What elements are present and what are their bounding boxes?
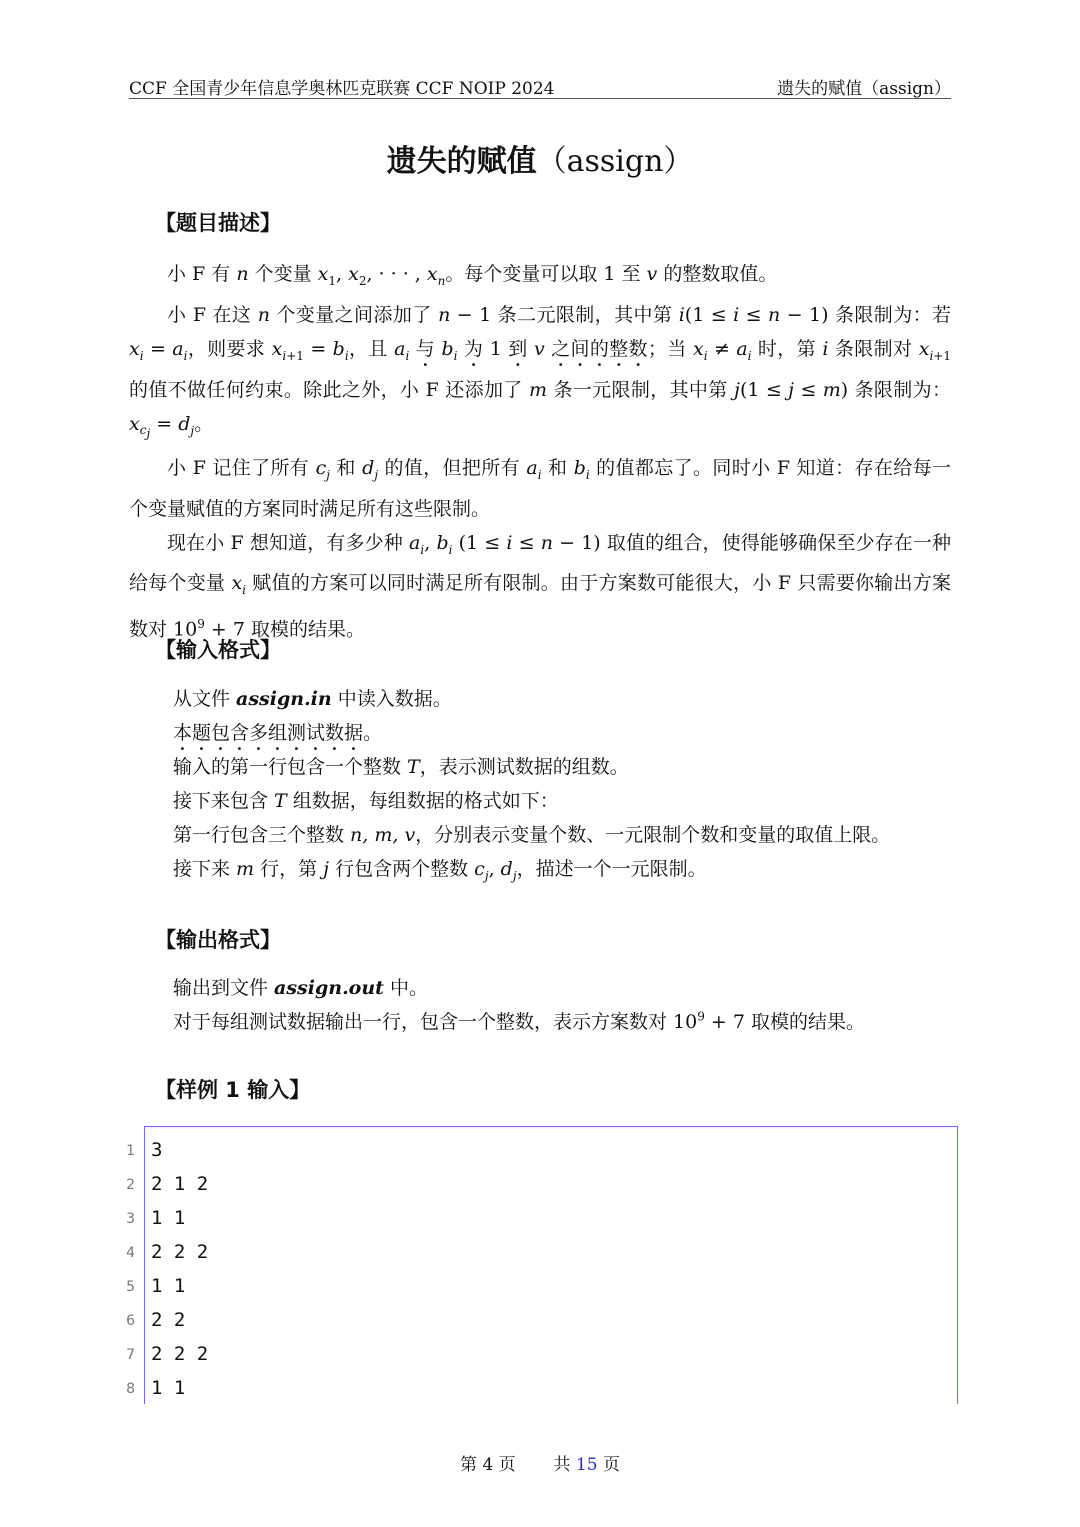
input-file-line: 从文件 assign.in 中读入数据。 xyxy=(173,688,452,710)
page-footer: 第 4 页 共 15 页 xyxy=(460,1455,620,1475)
line-number: 4 xyxy=(126,1245,135,1261)
desc-para-1: 小 F 有 n 个变量 $x_1$, $x_2$, · · · , $x_n$。每个变量可以取 1 至 v 的整数取值。 xyxy=(167,263,778,288)
code-text: 2 2 2 xyxy=(151,1241,209,1263)
input-line-3: 输入的第一行包含一个整数 T，表示测试数据的组数。 xyxy=(173,756,629,778)
section-output-format: 【输出格式】 xyxy=(155,928,281,952)
page-header xyxy=(129,70,951,99)
input-line-4: 接下来包含 T 组数据，每组数据的格式如下： xyxy=(173,790,559,812)
code-text: 1 1 xyxy=(151,1207,186,1229)
code-line xyxy=(126,1373,957,1407)
title-cn: 遗失的赋值 xyxy=(386,144,537,179)
section-description: 【题目描述】 xyxy=(155,211,281,235)
line-number: 2 xyxy=(126,1177,135,1193)
header-contest-name: CCF 全国青少年信息学奥林匹克联赛 CCF NOIP 2024 xyxy=(129,79,555,99)
code-line xyxy=(126,1203,957,1237)
code-line xyxy=(126,1237,957,1271)
code-text: 2 2 xyxy=(151,1309,186,1331)
header-problem-name: 遗失的赋值（assign） xyxy=(777,79,951,99)
code-line xyxy=(126,1135,957,1169)
sample-input-box xyxy=(126,1126,958,1404)
line-number: 8 xyxy=(126,1381,135,1397)
line-number: 5 xyxy=(126,1279,135,1295)
section-input-format: 【输入格式】 xyxy=(155,638,281,662)
output-line-2: 对于每组测试数据输出一行，包含一个整数，表示方案数对 $10^9 + 7$ 取模的结果。 xyxy=(173,1009,865,1033)
code-line xyxy=(126,1305,957,1339)
code-text: 1 1 xyxy=(151,1377,186,1399)
line-number: 7 xyxy=(126,1347,135,1363)
code-text: 3 xyxy=(151,1139,163,1161)
problem-title xyxy=(0,136,1080,180)
line-number: 3 xyxy=(126,1211,135,1227)
code-text: 2 1 2 xyxy=(151,1173,209,1195)
input-file-name: assign.in xyxy=(236,688,332,710)
code-line xyxy=(126,1271,957,1305)
description-text xyxy=(129,257,951,647)
input-multi-test: 本题包含多组测试数据。 xyxy=(173,722,383,744)
output-file-line: 输出到文件 assign.out 中。 xyxy=(173,977,428,999)
output-file-name: assign.out xyxy=(274,977,384,999)
desc-para-2: 小 F 在这 n 个变量之间添加了 n − 1 条二元限制，其中第 i(1 ≤ i ≤ n − 1) 条限制为：若 $x_i = a_i$，则要求 $x_{i+1} = b_i$，且 $a_i$ 与 $b_i$ 为 1 到 v 之间的整数；当 $x_i \ne a_i$ 时，第 i 条限制对 $x_{i+1}$ 的值不做任何约束。除此之外，小 F 还添加了 m 条一元限制，其中第 j(1 ≤ j ≤ m) 条限制为：$x_{c_j} = d_j$。 xyxy=(129,303,952,441)
page-number: 4 xyxy=(482,1455,494,1475)
line-number: 6 xyxy=(126,1313,135,1329)
input-line-5: 第一行包含三个整数 n, m, v，分别表示变量个数、一元限制个数和变量的取值上限。 xyxy=(173,824,891,846)
code-line xyxy=(126,1339,957,1373)
section-sample-input: 【样例 1 输入】 xyxy=(155,1078,311,1102)
line-number: 1 xyxy=(126,1143,135,1159)
code-line xyxy=(126,1169,957,1203)
code-text: 1 1 xyxy=(151,1275,186,1297)
title-en: （assign） xyxy=(536,144,694,179)
total-pages: 15 xyxy=(575,1455,598,1475)
input-line-6: 接下来 m 行，第 j 行包含两个整数 $c_j$, $d_j$，描述一个一元限制。 xyxy=(173,858,707,883)
desc-para-4: 现在小 F 想知道，有多少种 $a_i$, $b_i$ (1 ≤ i ≤ n − 1) 取值的组合，使得能够确保至少存在一种给每个变量 $x_i$ 赋值的方案可以同时满足所有限制。由于方案数可能很大，小 F 只需要你输出方案数对 $10^9 + 7$ 取模的结果。 xyxy=(129,531,951,641)
desc-para-3: 小 F 记住了所有 $c_j$ 和 $d_j$ 的值，但把所有 $a_i$ 和 $b_i$ 的值都忘了。同时小 F 知道：存在给每一个变量赋值的方案同时满足所有这些限制。 xyxy=(129,456,951,520)
code-text: 2 2 2 xyxy=(151,1343,209,1365)
